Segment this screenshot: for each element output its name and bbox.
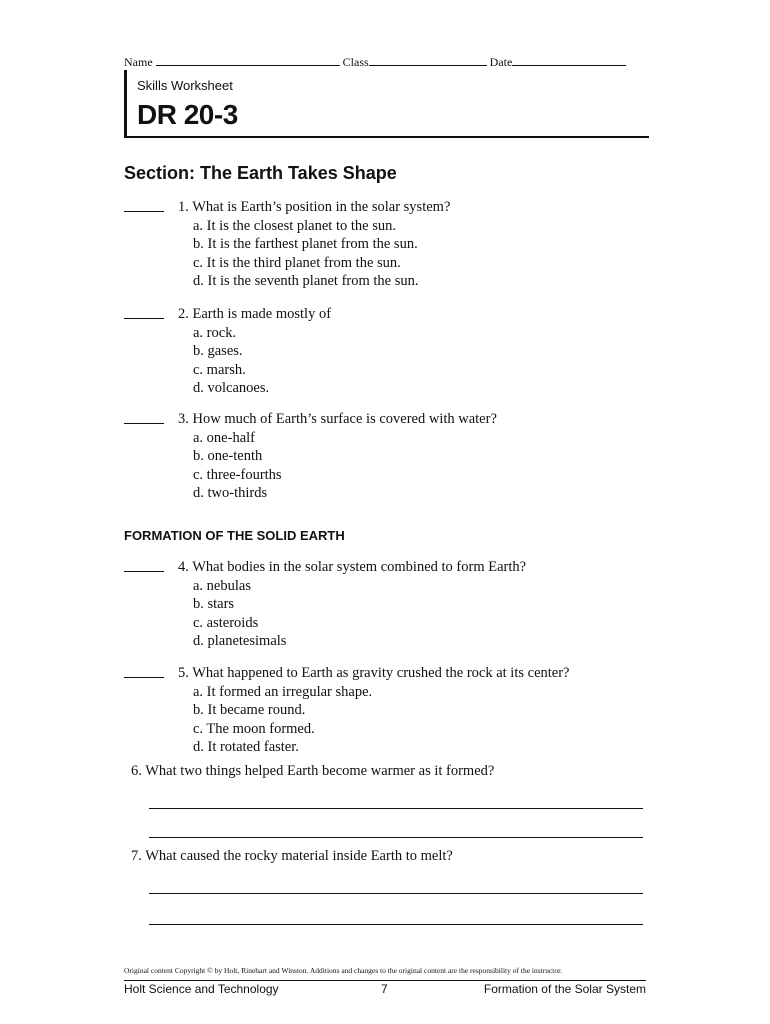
choices-list xyxy=(193,217,419,291)
answer-blank[interactable] xyxy=(124,410,164,424)
worksheet-title: DR 20-3 xyxy=(137,99,238,130)
choices-list xyxy=(193,324,269,398)
choice: d. two-thirds xyxy=(193,485,268,501)
class-field[interactable] xyxy=(369,55,487,66)
subsection-title: FORMATION OF THE SOLID EARTH xyxy=(124,528,345,543)
question-stem: 3. How much of Earth’s surface is covered with water? xyxy=(178,411,497,427)
choices-list xyxy=(193,683,372,757)
name-field[interactable] xyxy=(156,55,340,66)
page-number: 7 xyxy=(381,982,388,996)
choice: c. It is the third planet from the sun. xyxy=(193,254,401,271)
choice: b. It is the farthest planet from the sun. xyxy=(193,236,418,252)
choice: c. The moon formed. xyxy=(193,720,315,737)
answer-line[interactable] xyxy=(149,924,643,925)
question-stem: 5. What happened to Earth as gravity crushed the rock at its center? xyxy=(178,665,570,681)
question-stem: 2. Earth is made mostly of xyxy=(178,306,332,322)
question-stem: 4. What bodies in the solar system combined to form Earth? xyxy=(178,559,527,575)
choices-list xyxy=(193,429,282,503)
date-field[interactable] xyxy=(512,55,626,66)
choice: b. gases. xyxy=(193,343,243,359)
footer-divider xyxy=(124,980,646,981)
answer-line[interactable] xyxy=(149,837,643,838)
title-box xyxy=(124,70,649,138)
open-question-7: 7. What caused the rocky material inside Earth to melt? xyxy=(131,848,453,864)
choice: a. one-half xyxy=(193,429,255,446)
section-title: Section: The Earth Takes Shape xyxy=(124,163,397,183)
choice: a. rock. xyxy=(193,324,237,341)
student-info-line xyxy=(124,55,626,70)
choice: c. marsh. xyxy=(193,361,246,378)
footer-chapter: Formation of the Solar System xyxy=(483,982,646,996)
copyright-notice: Original content Copyright © by Holt, Rinehart and Winston. Additions and changes to the original content are the responsibility of the instructor. xyxy=(124,966,563,975)
answer-line[interactable] xyxy=(149,808,643,809)
worksheet-type: Skills Worksheet xyxy=(137,78,233,93)
choice: d. It rotated faster. xyxy=(193,739,299,755)
name-label: Name xyxy=(124,55,153,69)
answer-blank[interactable] xyxy=(124,198,164,212)
answer-blank[interactable] xyxy=(124,664,164,678)
choice: a. nebulas xyxy=(193,577,251,594)
choice: b. It became round. xyxy=(193,702,306,718)
answer-blank[interactable] xyxy=(124,305,164,319)
answer-line[interactable] xyxy=(149,893,643,894)
class-label: Class xyxy=(342,55,369,69)
choice: d. volcanoes. xyxy=(193,380,270,396)
footer-publisher: Holt Science and Technology xyxy=(124,982,279,996)
choice: b. stars xyxy=(193,596,235,612)
choices-list xyxy=(193,577,286,651)
open-question-6: 6. What two things helped Earth become warmer as it formed? xyxy=(131,763,495,779)
date-label: Date xyxy=(489,55,513,69)
choice: d. It is the seventh planet from the sun. xyxy=(193,273,419,289)
answer-blank[interactable] xyxy=(124,558,164,572)
choice: d. planetesimals xyxy=(193,633,287,649)
choice: c. three-fourths xyxy=(193,466,282,483)
choice: a. It formed an irregular shape. xyxy=(193,683,373,700)
choice: a. It is the closest planet to the sun. xyxy=(193,217,396,234)
choice: b. one-tenth xyxy=(193,448,263,464)
choice: c. asteroids xyxy=(193,614,259,631)
question-stem: 1. What is Earth’s position in the solar system? xyxy=(178,199,451,215)
